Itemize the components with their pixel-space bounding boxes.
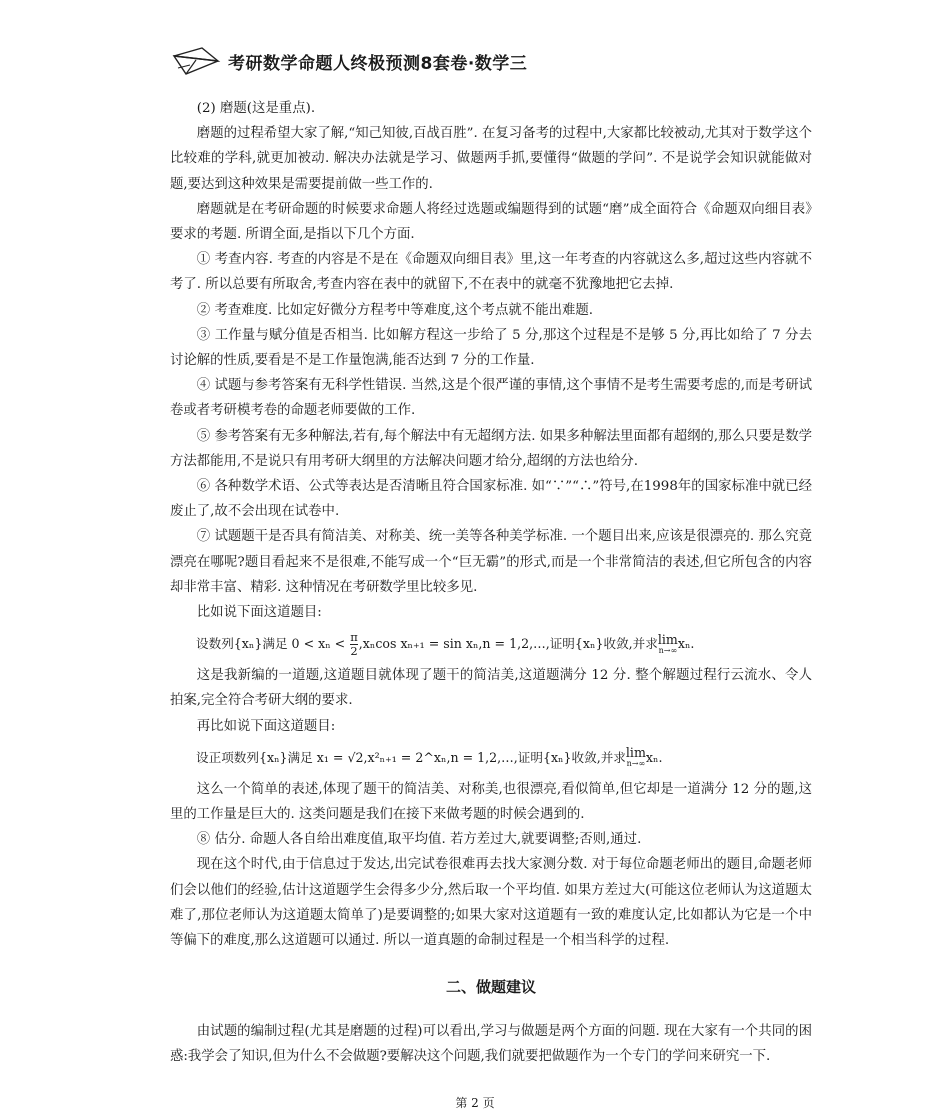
list-item: ⑥ 各种数学术语、公式等表达是否清晰且符合国家标准. 如“∵”“∴”符号,在1998年的国家标准中就已经废止了,故不会出现在试卷中. — [170, 479, 812, 520]
paragraph: 这是我新编的一道题,这道题目就体现了题干的简洁美,这道题满分 12 分. 整个解题过程行云流水、令人拍案,完全符合考研大纲的要求. — [170, 668, 812, 709]
page-header — [172, 44, 532, 78]
example-formula-2: 设正项数列{xₙ}满足 x₁ = √2,x²ₙ₊₁ = 2^xₙ,n = 1,2,…,证明{xₙ}收敛,并求 lim n→∞ xₙ. — [196, 745, 663, 769]
section-heading: 二、做题建议 — [445, 978, 536, 997]
paper-plane-logo-icon — [172, 46, 222, 76]
paragraph: 这么一个简单的表述,体现了题干的简洁美、对称美,也很漂亮,看似简单,但它却是一道满分 12 分的题,这里的工作量是巨大的. 这类问题是我们在接下来做考题的时候会遇到的. — [170, 781, 812, 823]
paragraph: 磨题就是在考研命题的时候要求命题人将经过选题或编题得到的试题“磨”成全面符合《命题双向细目表》要求的考题. 所谓全面,是指以下几个方面. — [170, 201, 812, 243]
list-item: ② 考查难度. 比如定好微分方程考中等难度,这个考点就不能出难题. — [196, 302, 594, 318]
document-body — [170, 96, 812, 1069]
paragraph: 现在这个时代,由于信息过于发达,出完试卷很难再去找大家测分数. 对于每位命题老师出的题目,命题老师们会以他们的经验,估计这道题学生会得多少分,然后取一个平均值. 如果方差过大(可能这位老师认为这道题太难了,那位老师认为这道题太简单了)是要调整的;如果大家对这道题有一致的难度认定,比如都认为它是一个中等偏下的难度,那么这道题可以通过. 所以一道真题的命制过程是一个相当科学的过程. — [170, 857, 812, 949]
list-item: ⑦ 试题题干是否具有简洁美、对称美、统一美等各种美学标准. 一个题目出来,应该是很漂亮的. 那么究竟漂亮在哪呢?题目看起来不是很难,不能写成一个“巨无霸”的形式,而是一个非常简洁的表述,但它所包含的内容却非常丰富、精彩. 这种情况在考研数学里比较多见. — [170, 529, 812, 595]
paragraph: 再比如说下面这道题目: — [196, 718, 336, 734]
header-title: 考研数学命题人终极预测8套卷·数学三 — [228, 53, 528, 74]
page-number: 第 2 页 — [455, 1096, 495, 1110]
example-formula-1: 设数列{xₙ}满足 0 < xₙ < $\frac{\pi}{2}$ ,xₙcos xₙ₊₁ = sin xₙ,n = 1,2,…,证明{xₙ}收敛,并求 lim n→∞ xₙ. — [196, 630, 695, 659]
paragraph: 磨题的过程希望大家了解,“知己知彼,百战百胜”. 在复习备考的过程中,大家都比较被动,尤其对于数学这个比较难的学科,就更加被动. 解决办法就是学习、做题两手抓,要懂得“做题的学问”. 不是说学会知识就能做对题,要达到这种效果是需要提前做一些工作的. — [170, 126, 812, 192]
list-item: ⑤ 参考答案有无多种解法,若有,每个解法中有无超纲方法. 如果多种解法里面都有超纲的,那么只要是数学方法都能用,不是说只有用考研大纲里的方法解决问题才给分,超纲的方法也给分. — [170, 428, 812, 469]
list-item: ⑧ 估分. 命题人各自给出难度值,取平均值. 若方差过大,就要调整;否则,通过. — [196, 832, 642, 848]
list-item: ③ 工作量与赋分值是否相当. 比如解方程这一步给了 5 分,那这个过程是不是够 5 分,再比如给了 7 分去讨论解的性质,要看是不是工作量饱满,能否达到 7 分的工作量. — [170, 327, 812, 369]
list-item: ① 考查内容. 考查的内容是不是在《命题双向细目表》里,这一年考查的内容就这么多,超过这些内容就不考了. 所以总要有所取舍,考查内容在表中的就留下,不在表中的就毫不犹豫地把它去掉. — [170, 252, 812, 293]
paragraph: 比如说下面这道题目: — [196, 605, 322, 621]
paragraph: (2) 磨题(这是重点). — [196, 101, 316, 116]
paragraph: 由试题的编制过程(尤其是磨题的过程)可以看出,学习与做题是两个方面的问题. 现在大家有一个共同的困惑:我学会了知识,但为什么不会做题?要解决这个问题,我们就要把做题作为一个专门的学问来研究一下. — [170, 1023, 812, 1064]
list-item: ④ 试题与参考答案有无科学性错误. 当然,这是个很严谨的事情,这个事情不是考生需要考虑的,而是考研试卷或者考研模考卷的命题老师要做的工作. — [170, 378, 812, 419]
